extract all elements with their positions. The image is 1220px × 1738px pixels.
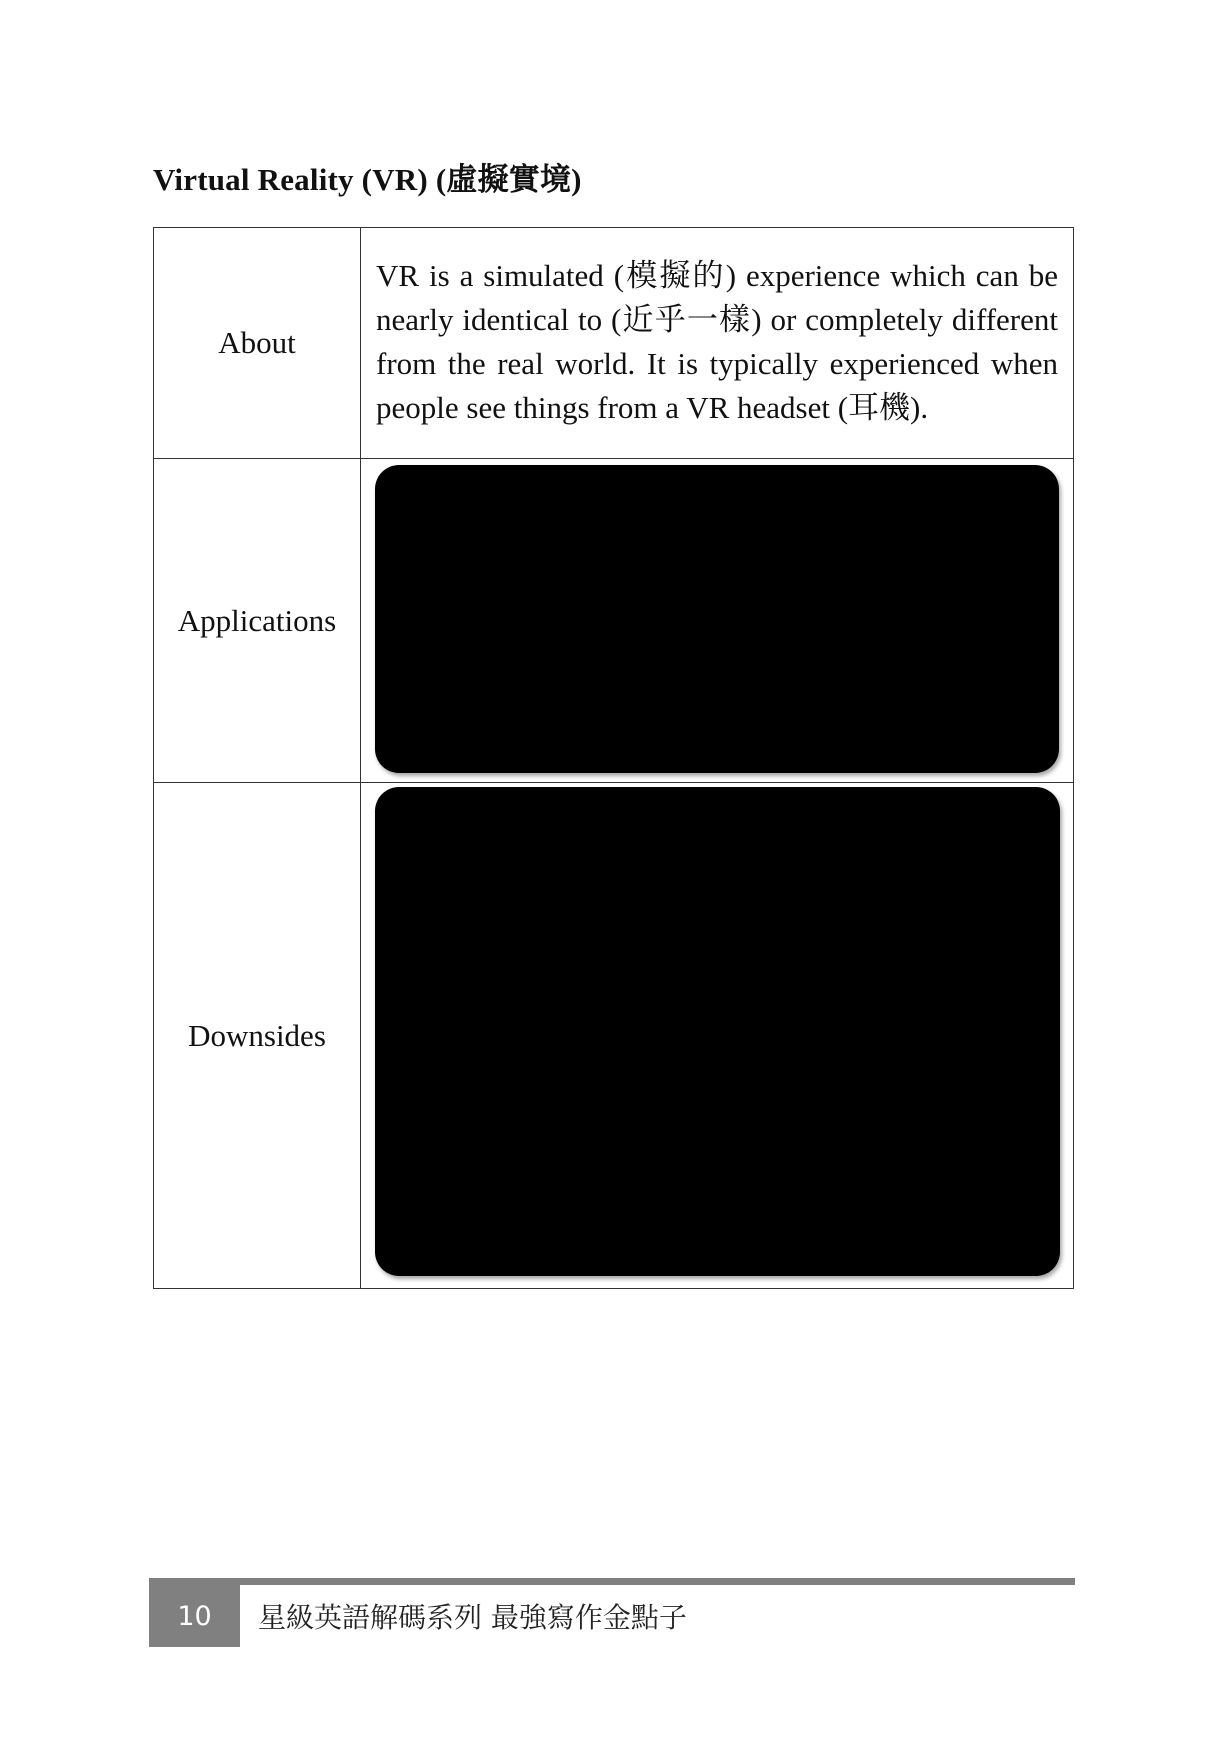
- section-heading: Virtual Reality (VR) (虛擬實境): [153, 162, 582, 197]
- series-title: 星級英語解碼系列 最強寫作金點子: [258, 1601, 687, 1634]
- about-description: VR is a simulated (模擬的) experience which can be nearly identical to (近乎一樣) or completely different from the real world. It is typically experienced when people see things from a VR headset (耳機).: [376, 258, 1058, 425]
- row-content-about: [361, 228, 1074, 459]
- row-label-downsides: Downsides: [154, 783, 361, 1289]
- page-number: 10: [149, 1578, 240, 1647]
- redaction-block-applications: [375, 465, 1059, 773]
- vr-info-table: [153, 227, 1074, 1289]
- row-label-applications: Applications: [154, 459, 361, 783]
- table-row-downsides: [154, 783, 1074, 1289]
- table-row-applications: [154, 459, 1074, 783]
- footer-rule: [149, 1578, 1075, 1585]
- row-content-downsides: [361, 783, 1074, 1289]
- row-label-about: About: [154, 228, 361, 459]
- redaction-block-downsides: [375, 787, 1060, 1276]
- row-content-applications: [361, 459, 1074, 783]
- table-row-about: [154, 228, 1074, 459]
